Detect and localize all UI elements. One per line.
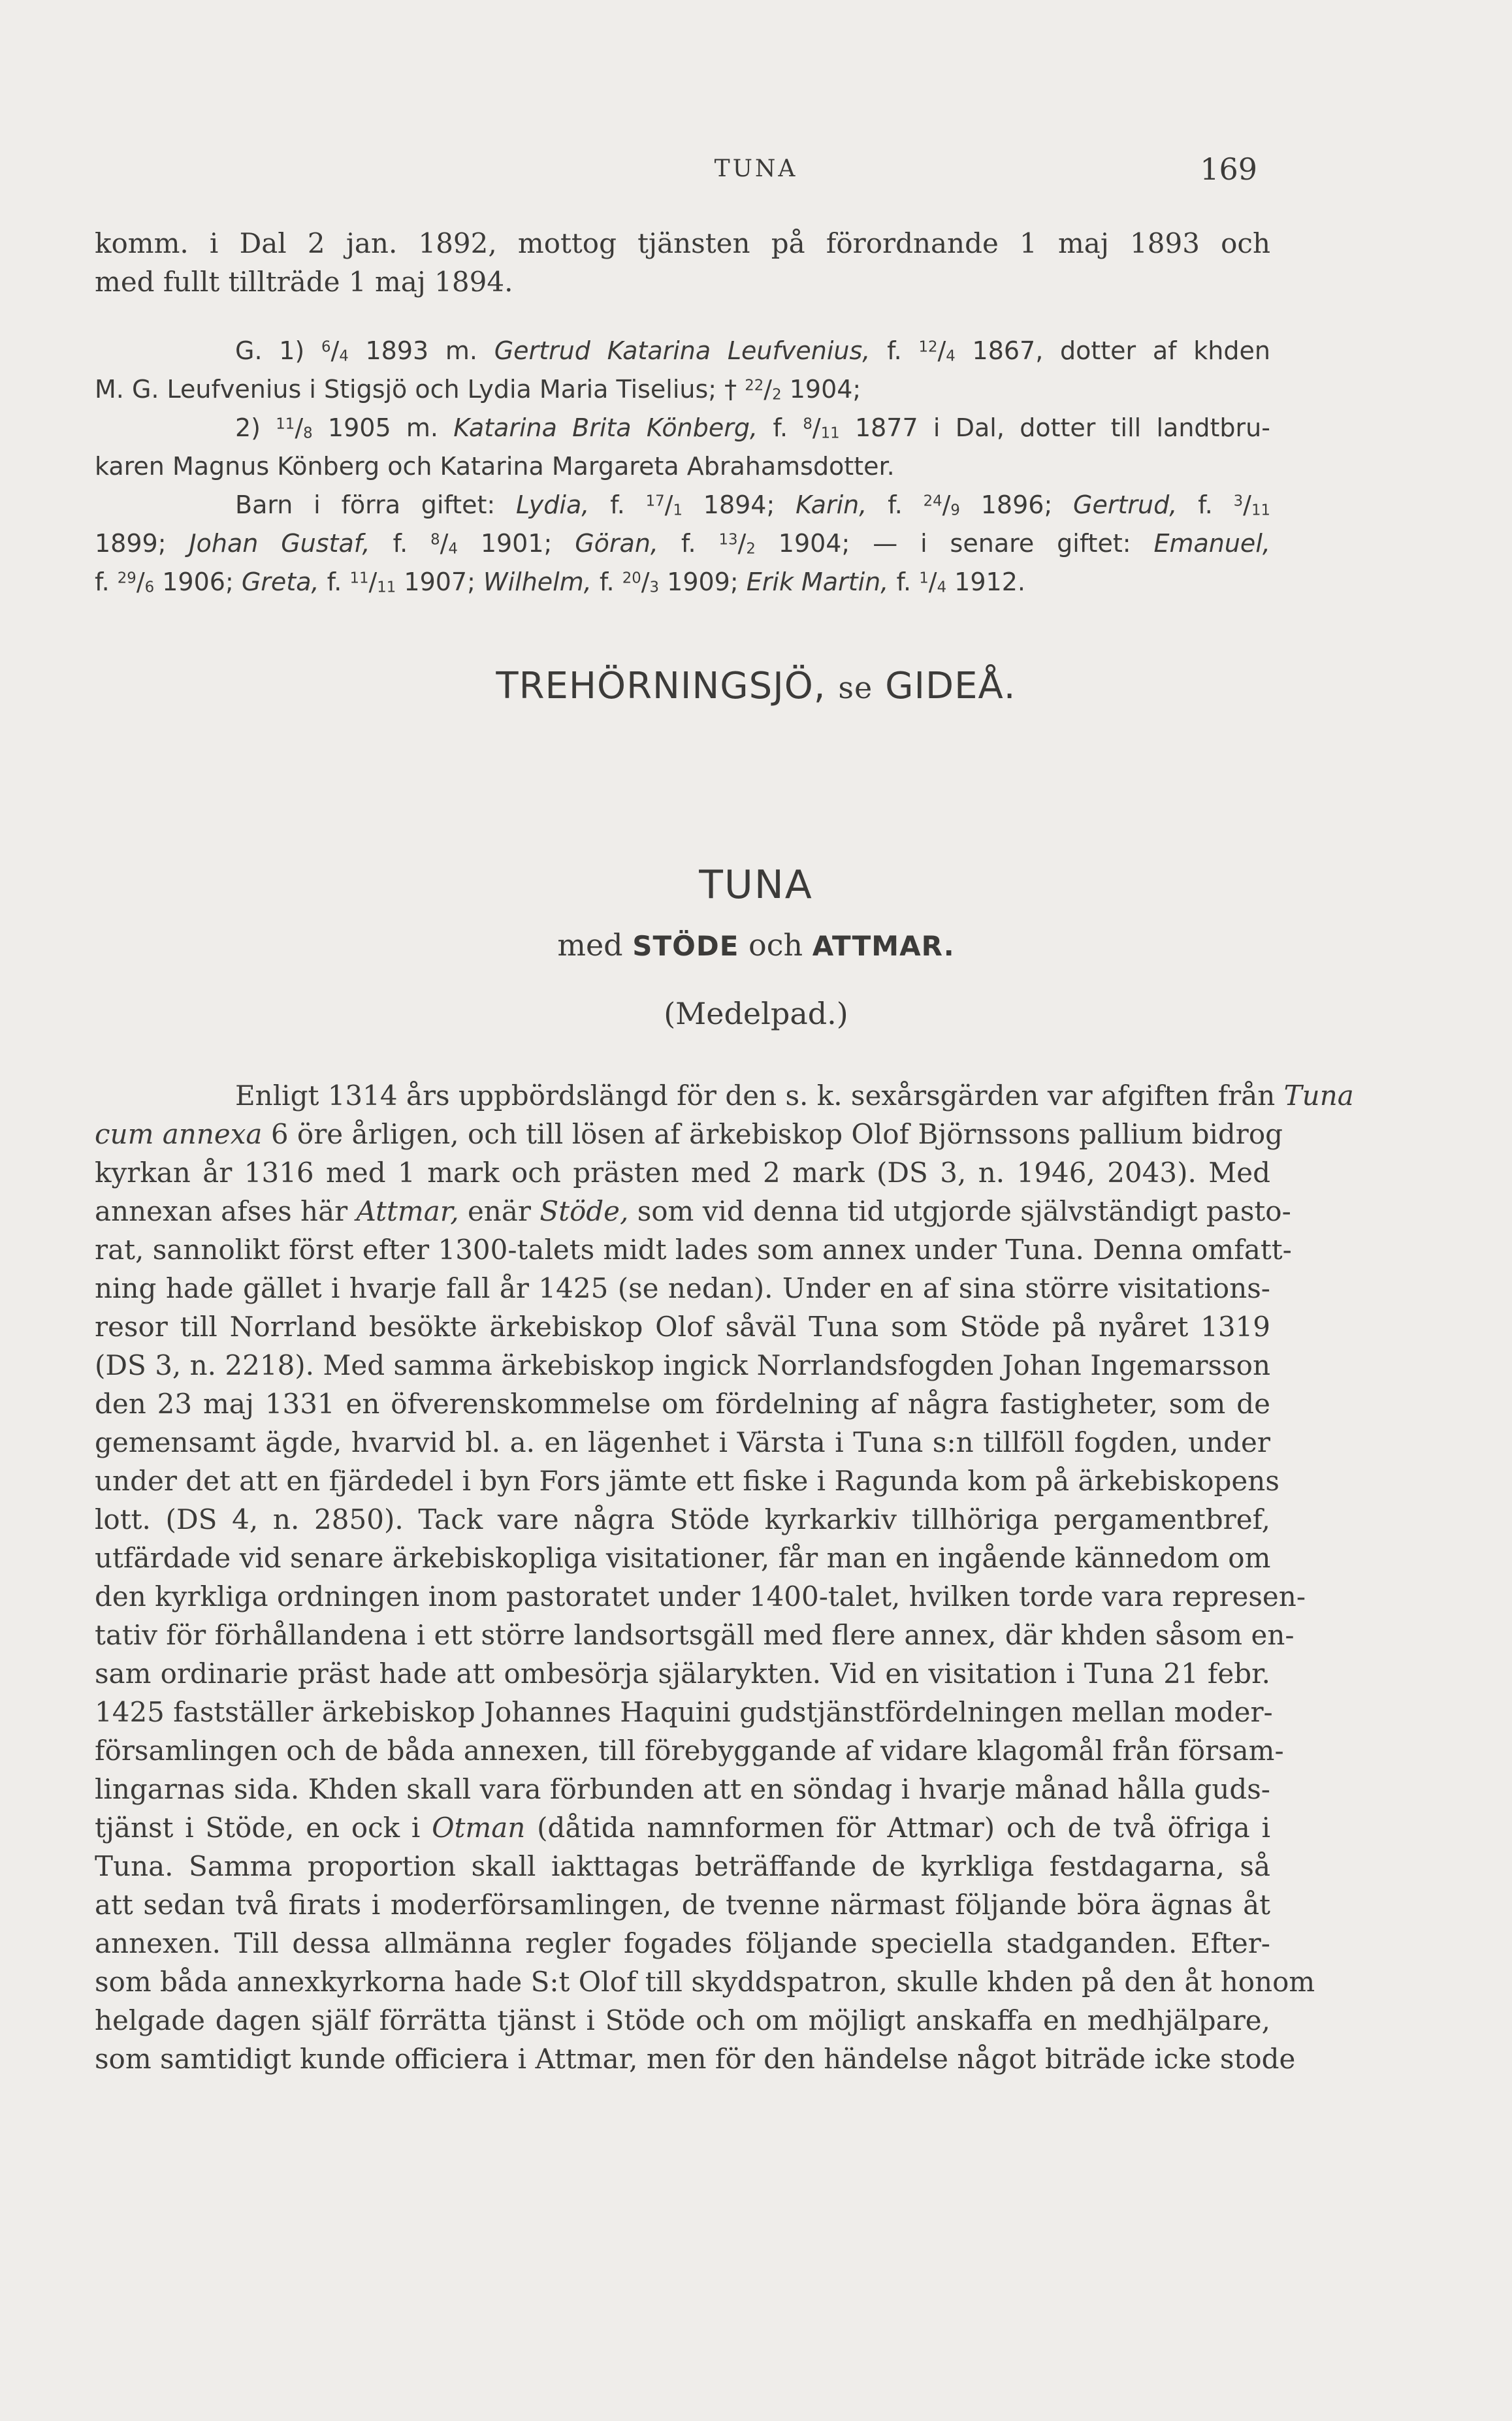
text-line: resor till Norrland besökte ärkebiskop Olof såväl Tuna som Stöde på nyåret 1319 — [95, 1311, 1270, 1343]
date-fraction: $^{22}/_2$ — [745, 375, 782, 404]
date-fraction: $^8/_4$ — [430, 529, 458, 558]
text-line: rat, sannolikt först efter 1300-talets midt lades som annex under Tuna. Denna omfatt- — [95, 1234, 1292, 1266]
region-label: (Medelpad.) — [664, 996, 848, 1031]
text-line: 2) $^{11}/_8$ 1905 m. Katarina Brita Könberg, f. $^8/_{11}$ 1877 i Dal, dotter till landtbru- — [235, 413, 1270, 442]
running-title: TUNA — [714, 155, 798, 182]
text-line: lingarnas sida. Khden skall vara förbunden att en söndag i hvarje månad hålla guds- — [95, 1773, 1270, 1805]
date-fraction: $^6/_4$ — [321, 336, 349, 365]
text-line: ning hade gället i hvarje fall år 1425 (se nedan). Under en af sina större visitations- — [95, 1272, 1270, 1304]
child-name: Gertrud, — [1073, 490, 1178, 519]
body-paragraph — [95, 1076, 1354, 2078]
text-line: G. 1) $^6/_4$ 1893 m. Gertrud Katarina Leufvenius, f. $^{12}/_4$ 1867, dotter af khden — [235, 336, 1270, 365]
text-line: sam ordinarie präst hade att ombesörja själarykten. Vid en visitation i Tuna 21 febr. — [95, 1658, 1270, 1690]
text-line: lott. (DS 4, n. 2850). Tack vare några Stöde kyrkarkiv tillhöriga pergamentbref, — [95, 1503, 1270, 1535]
text-line: tjänst i Stöde, en ock i Otman (dåtida namnformen för Attmar) och de två öfriga i — [95, 1812, 1270, 1844]
text-line: f. $^{29}/_6$ 1906; Greta, f. $^{11}/_{11}$ 1907; Wilhelm, f. $^{20}/_3$ 1909; Erik Martin, f. $^1/_4$ 1912. — [95, 568, 1025, 596]
text-line: 1425 fastställer ärkebiskop Johannes Haquini gudstjänstfördelningen mellan moder- — [95, 1696, 1273, 1728]
text-line: (DS 3, n. 2218). Med samma ärkebiskop ingick Norrlandsfogden Johan Ingemarsson — [95, 1349, 1270, 1381]
text-line: utfärdade vid senare ärkebiskopliga visitationer, får man en ingående kännedom om — [95, 1542, 1271, 1574]
section-title: TUNA — [699, 862, 813, 908]
children-paragraph — [95, 486, 1270, 601]
text-line: cum annexa 6 öre årligen, och till lösen af ärkebiskop Olof Björnssons pallium bidrog — [95, 1118, 1283, 1150]
text-line: som båda annexkyrkorna hade S:t Olof till skyddspatron, skulle khden på den åt honom — [95, 1966, 1315, 1998]
text-line: Tuna. Samma proportion skall iakttagas beträffande de kyrkliga festdagarna, så — [95, 1850, 1270, 1882]
child-name: Erik Martin, — [746, 568, 889, 596]
date-fraction: $^{17}/_1$ — [645, 490, 683, 519]
text-line: karen Magnus Könberg och Katarina Margareta Abrahamsdotter. — [95, 452, 895, 481]
cross-reference-heading: TREHÖRNINGSJÖ, se GIDEÅ. — [496, 665, 1016, 707]
marriages-paragraph — [95, 332, 1270, 486]
text-line: gemensamt ägde, hvarvid bl. a. en lägenhet i Värsta i Tuna s:n tillföll fogden, under — [95, 1426, 1270, 1458]
text-line: komm. i Dal 2 jan. 1892, mottog tjänsten på förordnande 1 maj 1893 och — [95, 227, 1270, 259]
person-name: Katarina Brita Könberg, — [453, 413, 758, 442]
date-fraction: $^{29}/_6$ — [117, 568, 155, 596]
text-line: annexan afses här Attmar, enär Stöde, som vid denna tid utgjorde självständigt pasto- — [95, 1195, 1291, 1227]
text-line: med fullt tillträde 1 maj 1894. — [95, 266, 513, 298]
date-fraction: $^{24}/_9$ — [923, 490, 960, 519]
text-line: Barn i förra giftet: Lydia, f. $^{17}/_1$ 1894; Karin, f. $^{24}/_9$ 1896; Gertrud, f. $^3/_{11}$ — [235, 490, 1270, 519]
text-line: den 23 maj 1331 en öfverenskommelse om fördelning af några fastigheter, som de — [95, 1388, 1270, 1420]
child-name: Karin, — [796, 490, 867, 519]
date-fraction: $^{11}/_8$ — [276, 413, 313, 442]
date-fraction: $^1/_4$ — [919, 568, 947, 596]
section-subtitle: med STÖDE och ATTMAR. — [557, 927, 955, 963]
text-line: församlingen och de båda annexen, till förebyggande af vidare klagomål från försam- — [95, 1735, 1284, 1767]
date-fraction: $^3/_{11}$ — [1233, 490, 1270, 519]
text-line: tativ för förhållandena i ett större landsortsgäll med flere annex, där khden såsom en- — [95, 1619, 1295, 1651]
date-fraction: $^{20}/_3$ — [622, 568, 660, 596]
text-line: under det att en fjärdedel i byn Fors jämte ett fiske i Ragunda kom på ärkebiskopens — [95, 1465, 1279, 1497]
running-header — [0, 152, 1512, 191]
text-line: Enligt 1314 års uppbördslängd för den s. k. sexårsgärden var afgiften från Tuna — [235, 1080, 1354, 1112]
text-line: kyrkan år 1316 med 1 mark och prästen med 2 mark (DS 3, n. 1946, 2043). Med — [95, 1157, 1270, 1189]
intro-paragraph — [95, 224, 1270, 301]
child-name: Johan Gustaf, — [189, 529, 370, 558]
text-line: helgade dagen själf förrätta tjänst i Stöde och om möjligt anskaffa en medhjälpare, — [95, 2004, 1270, 2036]
date-fraction: $^{11}/_{11}$ — [349, 568, 396, 596]
text-line: den kyrkliga ordningen inom pastoratet under 1400-talet, hvilken torde vara represen- — [95, 1580, 1306, 1612]
child-name: Göran, — [575, 529, 659, 558]
child-name: Emanuel, — [1153, 529, 1270, 558]
page-number: 169 — [1200, 152, 1257, 187]
text-line: som samtidigt kunde officiera i Attmar, men för den händelse något biträde icke stode — [95, 2043, 1296, 2075]
text-line: annexen. Till dessa allmänna regler fogades följande speciella stadganden. Efter- — [95, 1927, 1270, 1959]
date-fraction: $^8/_{11}$ — [803, 413, 840, 442]
child-name: Wilhelm, — [483, 568, 592, 596]
text-line: M. G. Leufvenius i Stigsjö och Lydia Maria Tiselius; † $^{22}/_2$ 1904; — [95, 375, 861, 404]
text-line: 1899; Johan Gustaf, f. $^8/_4$ 1901; Göran, f. $^{13}/_2$ 1904; — i senare giftet: Emanuel, — [95, 529, 1270, 558]
date-fraction: $^{13}/_2$ — [718, 529, 756, 558]
text-line: att sedan två firats i moderförsamlingen, de tvenne närmast följande böra ägnas åt — [95, 1889, 1270, 1921]
person-name: Gertrud Katarina Leufvenius, — [494, 336, 871, 365]
child-name: Lydia, — [515, 490, 590, 519]
date-fraction: $^{12}/_4$ — [918, 336, 956, 365]
child-name: Greta, — [241, 568, 319, 596]
